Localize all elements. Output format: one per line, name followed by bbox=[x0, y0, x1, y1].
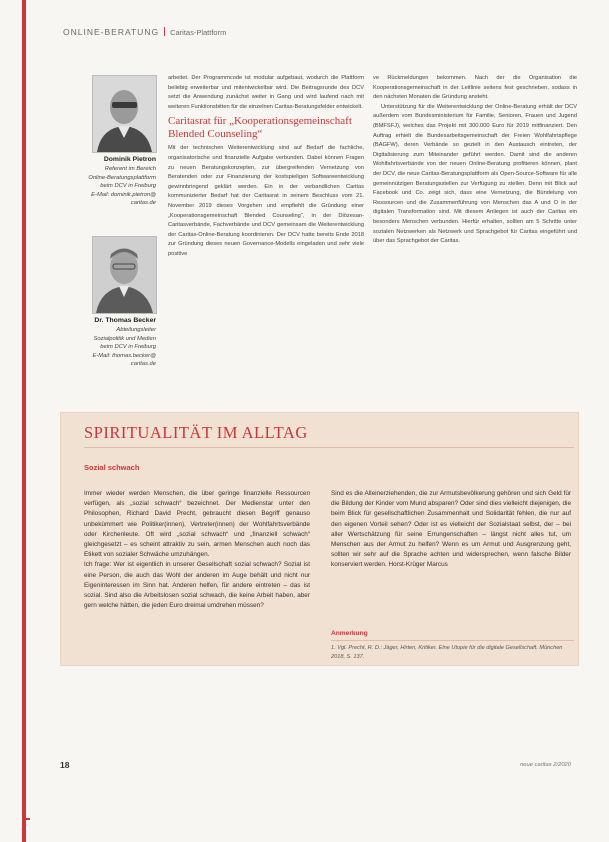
note-text: 1. Vgl. Precht, R. D.: Jäger, Hirten, Kritiker. Eine Utopie für die digitale Gesellschaft. München 2018, S. 137. bbox=[331, 645, 563, 660]
running-header bbox=[63, 27, 226, 37]
box-subtitle: Sozial schwach bbox=[84, 463, 140, 472]
article-paragraph: ve Rückmeldungen bekommen. Nach der die Organisation die Kooperationsgemeinschaft in der Leitlinie seitens fest geschrieben, sodass in den nächsten Monaten die Gründung ansteht. bbox=[373, 75, 577, 101]
article-paragraph: arbeitet. Der Programmcode ist modular aufgebaut, wodurch die Plattform beliebig erweiterbar und mitentwickelbar wird. Die Beitragsrunde des DCV setzt die Anwendung zunächst weiter in Gang und wird laufend nach mit weiteren Funktionsbitten für die einzelnen Caritas-Beratungsfelder entwickelt. bbox=[168, 75, 364, 110]
author-role: Sozialpolitik und Medien bbox=[93, 335, 156, 342]
publication-name: neue caritas 2/2020 bbox=[520, 762, 571, 768]
box-title: SPIRITUALITÄT IM ALLTAG bbox=[84, 423, 308, 442]
page-margin-tick bbox=[22, 818, 30, 820]
box-column-1 bbox=[84, 489, 310, 611]
author-role: Abteilungsleiter bbox=[116, 327, 156, 333]
box-paragraph: Ich frage: Wer ist eigentlich in unserer Gesellschaft sozial schwach? Sozial ist eine Person, die auch das Wohl der anderen im Auge behält und nicht nur Eigeninteressen im Sinn hat. Anderen helfen, für andere eintreten – das ist sozial. Sind also die Arbeitslosen sozial schwach, die keine Arbeit haben, aber gern welche hätten, die jeden Euro dreimal umdrehen müssen? bbox=[84, 561, 310, 610]
note-heading: Anmerkung bbox=[331, 630, 368, 637]
author-name: Dr. Thomas Becker bbox=[94, 317, 156, 324]
author-role: Online-Beratungsplattform bbox=[88, 174, 156, 181]
portrait-image bbox=[93, 76, 156, 152]
author-role: beim DCV in Freiburg bbox=[100, 344, 156, 351]
author-photo-pietron bbox=[92, 75, 157, 153]
article-subheading: Caritasrat für „Kooperationsgemeinschaft Blended Counseling“ bbox=[168, 115, 352, 140]
author-photo-becker bbox=[92, 236, 157, 314]
header-section: ONLINE-BERATUNG bbox=[63, 27, 160, 37]
header-separator bbox=[164, 27, 165, 36]
box-divider bbox=[84, 447, 574, 448]
article-column-2 bbox=[373, 74, 577, 247]
article-paragraph: Mit der technischen Weiterentwicklung sind auf Bedarf die fachliche, organisatorische und finanzielle Aufgabe verbunden. Dabei können Fragen zu neuen Beratungskonzepten, zur übergreifenden Vernetzung von Beratenden oder zur Finanzierung der kostspieligen Softwareentwicklung gewinnbringend geklärt werden. Ein in der verbandlichen Caritas kommunizierter Bedarf hat der Caritasrat in seinem Beschluss vom 21. November 2019 dieses Vorgehen und empfiehlt die Gründung einer „Kooperationsgemeinschaft Blended Counseling“, in der Diözesan-Caritasverbände, Fachverbände und DCV gemeinsam die Weiterentwicklung der Caritas-Online-Beratung koordinieren. Der DCV hatte bereits Ende 2018 zur Gründung dieses neuen Governance-Modells eingeladen und sehr viele positive bbox=[168, 145, 364, 257]
author-email: E-Mail: thomas.becker@ bbox=[92, 352, 156, 359]
author-role: beim DCV in Freiburg bbox=[100, 183, 156, 190]
box-column-2 bbox=[331, 489, 571, 571]
page-number: 18 bbox=[60, 760, 70, 770]
header-subsection: Caritas-Plattform bbox=[170, 28, 227, 37]
portrait-image bbox=[93, 237, 156, 313]
author-caption-pietron bbox=[60, 155, 156, 208]
article-paragraph: Unterstützung für die Weiterentwicklung der Online-Beratung erhält der DCV außerdem vom Bundesministerium für Familie, Senioren, Frauen und Jugend (BMFSFJ), welches das Projekt mit 300.000 Euro für 2019 mitfinanziert. Den Auftrag erhielt die Bundesarbeitsgemeinschaft der Freien Wohlfahrtspflege (BAGFW), deren Verbände so gezielt in den Austausch eintreten, der Digitalisierung zum Miteinander geführt werden. Damit sind die anderen Wohlfahrtsverbände von der neuen Online-Beratung profitieren können, plant der DCV, die neue Caritas-Beratungsplattform als Open-Source-Software für alle gemeinnützigen Beratungsstellen zur Verfügung zu stellen. Denn mit Blick auf Facebook und Co. zeigt sich, dass eine Vernetzung, die Bündelung von Ressourcen und die Zusammenführung von Menschen das A und O in der digitalen Transformation sind. Mit diesem Anliegen ist auch der Caritas ein besonders Menschen verbunden. Hierfür erhalten, sollten am 5 Schritte unter sozialen Netzwerken als Netzwerk und Sprachgebot für Caritas eingeführt und über das Sprachgebot der Caritas. bbox=[373, 103, 577, 245]
page-margin-line bbox=[22, 0, 26, 842]
box-paragraph: Immer wieder werden Menschen, die über geringe finanzielle Ressourcen verfügen, als „sozial schwach“ bezeichnet. Der Medienstar unter den Philosophen, Richard David Precht, gebraucht diesen Begriff genauso unbekümmert wie Politiker(innen), Vertreter(innen) der Wohlfahrtsverbände oder Kirchenleute. Oft wird „sozial schwach“ und „finanziell schwach“ gleichgesetzt – es scheint attraktiv zu sein, armen Menschen auch noch das Etikett von sozialer Schwäche umzuhängen. bbox=[84, 490, 310, 559]
note-divider bbox=[331, 640, 574, 641]
author-role: Referent im Bereich bbox=[104, 166, 156, 172]
author-name: Dominik Pietron bbox=[103, 156, 156, 163]
box-paragraph: Sind es die Alleinerziehenden, die zur Armutsbevölkerung gehören und sich Geld für die Bildung der Kinder vom Mund absparen? Oder sind dies vielleicht diejenigen, die beim Blick für gesellschaftlichen Zusammenhalt und Solidarität fehlen, die nur auf den eigenen Vorteil sehen? Oder ist es vielleicht der Sozialstaat selbst, der – bei aller Wertschätzung für seine Errungenschaften – längst nicht alles tut, um Menschen aus der Armut zu helfen? Wenn es um Armut und Ausgrenzung geht, sollten wir sehr auf die Sprache achten und widersprechen, wenn falsche Bilder konserviert werden. Horst-Krüger Marcus bbox=[331, 490, 571, 569]
author-email: caritas.de bbox=[130, 361, 156, 368]
article-column-1 bbox=[168, 74, 364, 260]
author-email: caritas.de bbox=[130, 200, 156, 207]
author-caption-becker bbox=[60, 316, 156, 369]
author-email: E-Mail: dominik.pietron@ bbox=[91, 191, 156, 198]
